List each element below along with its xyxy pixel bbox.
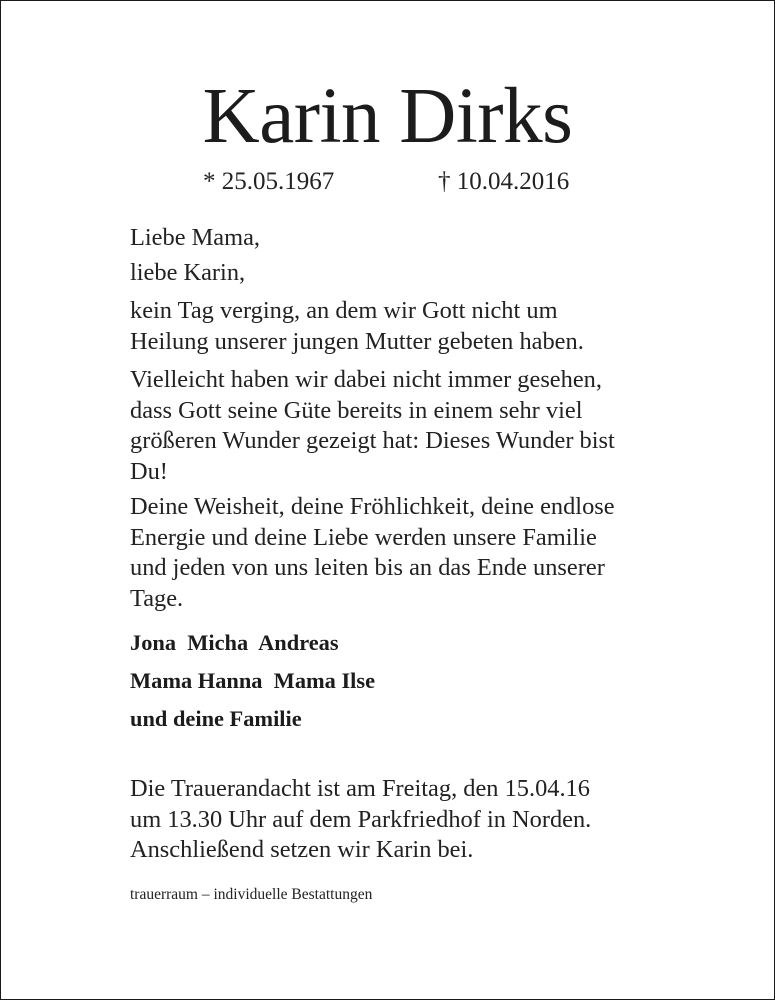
paragraph-2 (130, 365, 690, 487)
birth-date: * 25.05.1967 (203, 168, 335, 195)
funeral-home-footer: trauerraum – individuelle Bestattungen (130, 886, 373, 903)
signature-line-1: Jona Micha Andreas (130, 630, 339, 655)
paragraph-line: dass Gott seine Güte bereits in einem sehr viel (130, 396, 583, 424)
paragraph-line: größeren Wunder gezeigt hat: Dieses Wunder bist (130, 427, 615, 454)
paragraph-1 (130, 296, 690, 357)
deceased-name: Karin Dirks (202, 73, 573, 160)
paragraph-line: und jeden von uns leiten bis an das Ende unserer (130, 554, 605, 581)
service-line: Die Trauerandacht ist am Freitag, den 15.04.16 (130, 775, 590, 802)
service-line: um 13.30 Uhr auf dem Parkfriedhof in Norden. (130, 805, 592, 833)
service-line: Anschließend setzen wir Karin bei. (130, 836, 474, 863)
paragraph-line: kein Tag verging, an dem wir Gott nicht um (130, 297, 558, 324)
service-info (130, 774, 690, 866)
paragraph-line: Heilung unserer jungen Mutter gebeten haben. (130, 327, 584, 355)
paragraph-line: Du! (130, 457, 168, 485)
signature-line-2: Mama Hanna Mama Ilse (130, 668, 376, 693)
greeting-line-2: liebe Karin, (130, 259, 246, 286)
death-date: † 10.04.2016 (438, 168, 570, 195)
signature-line-3: und deine Familie (130, 706, 302, 731)
paragraph-line: Deine Weisheit, deine Fröhlichkeit, deine endlose (130, 493, 615, 520)
paragraph-line: Energie und deine Liebe werden unsere Familie (130, 523, 597, 551)
paragraph-line: Vielleicht haben wir dabei nicht immer gesehen, (130, 366, 602, 393)
greeting-line (130, 223, 690, 254)
paragraph-line: Tage. (130, 584, 184, 612)
greeting-line (130, 258, 690, 289)
paragraph-3 (130, 492, 690, 614)
greeting-line-1: Liebe Mama, (130, 224, 261, 251)
